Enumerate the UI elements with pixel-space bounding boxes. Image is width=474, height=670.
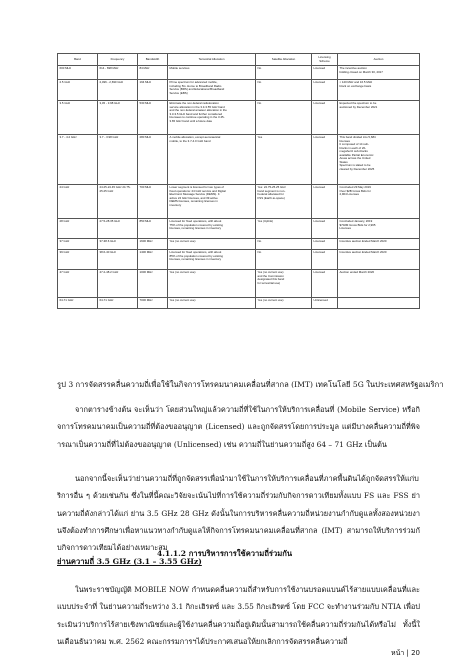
cell-frequency: 27.5-28.35 GHz [98, 219, 138, 239]
table-row [58, 66, 420, 80]
cell-auction [338, 66, 420, 80]
cell-terrestrial [168, 239, 256, 250]
cell-terrestrial-line: 3.3-3.5 GHz band and further considered [169, 111, 223, 116]
cell-satellite-line: Yes: 24.75-25.25 GHz [257, 185, 286, 189]
cell-licensing: Licensed [312, 80, 338, 101]
cell-bandwidth: 530 MHz [138, 101, 168, 135]
header-terrestrial: Terrestrial Allocation [168, 54, 256, 66]
cell-band: 24 GHz [58, 185, 98, 219]
table-row [58, 250, 420, 270]
cell-auction-line: This band divided into 5,684 [339, 135, 376, 139]
table-row [58, 270, 420, 298]
cell-terrestrial-line: Service (EBS) [169, 90, 188, 95]
table-row [58, 80, 420, 101]
cell-bandwidth: 850 MHz [138, 219, 168, 239]
cell-terrestrial-line: Prime spectrum for advanced mobile, [169, 80, 218, 84]
cell-terrestrial-line: service allocation in the 3.3-3.55 GHz band [169, 104, 225, 109]
cell-licensing: Licensed [312, 185, 338, 219]
header-auction: Auction [338, 54, 420, 66]
cell-frequency: 64-71 GHz [98, 298, 138, 309]
cell-terrestrial [168, 66, 256, 80]
cell-frequency: 38.6-40 GHz [98, 250, 138, 270]
cell-frequency: 24.25-24.45 GHz 24.75-25.25 GHz [98, 185, 138, 219]
cell-licensing: Unlicensed [312, 298, 338, 309]
cell-terrestrial-line: licenses, remaining licenses in inventory [169, 257, 222, 261]
cell-bandwidth: 280 MHz [138, 135, 168, 185]
cell-auction-line: blocks in each of 20- [339, 145, 367, 150]
cell-licensing: Licensed [312, 239, 338, 250]
table-row [58, 101, 420, 135]
cell-auction-line: Concluded January, 2019 [339, 219, 373, 223]
cell-terrestrial-line: and the non-federal amateur allocation in the [169, 108, 227, 112]
cell-auction-line: Expected the spectrum to be [339, 101, 377, 105]
table-header-row [58, 54, 420, 66]
cell-satellite [256, 185, 312, 219]
cell-terrestrial-line: Yes (no current use) [169, 239, 196, 243]
cell-satellite-line: Yes (no current use) [257, 298, 284, 302]
cell-terrestrial [168, 250, 256, 270]
cell-auction-line: auctioned by December 2021 [339, 104, 378, 109]
cell-licensing: Licensed [312, 101, 338, 135]
cell-bandwidth: 7000 MHz [138, 298, 168, 309]
header-bandwidth: Bandwidth [138, 54, 168, 66]
cell-auction-line: States [339, 159, 348, 164]
cell-licensing: Licensed [312, 250, 338, 270]
spectrum-table [57, 53, 420, 309]
cell-terrestrial [168, 270, 256, 298]
cell-satellite [256, 219, 312, 239]
cell-bandwidth: 700 MHz [138, 185, 168, 219]
cell-auction-line: It composed of 14 sub- [339, 142, 369, 146]
cell-terrestrial-line: Service (BRS) and Educational Broadband [169, 87, 225, 91]
header-satellite: Satellite Allocation [256, 54, 312, 66]
cell-terrestrial-line: active 24 GHz licenses, and 39 active [169, 195, 218, 200]
table-row [58, 219, 420, 239]
cell-auction-line: $702M Gross Bids for 2,965 [339, 222, 376, 227]
cell-auction [338, 185, 420, 219]
cell-terrestrial [168, 185, 256, 219]
table-body [58, 66, 420, 309]
cell-auction-line: Auction ended March 2020 [339, 270, 375, 274]
cell-terrestrial [168, 298, 256, 309]
page-number: หน้า | 20 [390, 649, 420, 657]
cell-satellite [256, 250, 312, 270]
cell-auction-line: licenses [339, 138, 350, 143]
cell-terrestrial [168, 80, 256, 101]
cell-terrestrial-line: fixed operations: 24 GHz service and Digital [169, 188, 226, 193]
table-row [58, 298, 420, 309]
cell-satellite-line: Federal allocated for [257, 192, 284, 196]
cell-terrestrial-line: 85% of the population covered by existing [169, 253, 224, 258]
cell-satellite-line: No [257, 250, 262, 254]
cell-band: 2.5 GHz [58, 80, 98, 101]
cell-band: 64-71 GHz [58, 298, 98, 309]
cell-terrestrial [168, 135, 256, 185]
cell-satellite [256, 66, 312, 80]
cell-satellite-line: Yes (Uplink) [257, 219, 273, 223]
cell-satellite-line: and the Commission [257, 273, 284, 278]
cell-auction [338, 270, 420, 298]
cell-terrestrial-line: A mobile allocation, except aeronautical [169, 135, 221, 139]
cell-auction-line: Incentive auction Ended March 2020 [339, 239, 387, 243]
cell-satellite-line: FSS (Earth-to-space) [257, 195, 285, 200]
paragraph-2: นอกจากนี้จะเห็นว่าย่านความถี่ที่ถูกจัดสรรเพื่อนำมาใช้ในการให้บริการเคลื่อนที่ภาคพื้นดินได้ถูกจัดสรรให้แก่บริการอื่น ๆ ด้วยเช่นกัน ซึ่งในที่นี้คณะวิจัยจะเน้นไปที่การใช้ความถี่ร่วมกับกิจการดาวเทียมทั้งแบบ FS และ FSS ย่านความถี่ดังกล่าวได้แก่ ย่าน 3.5 GHz 28 GHz ดังนั้นในการบริหารคลื่นความถี่หน่วยงานกำกับดูแลทั้งสองหน่วยงานจึงต้องทำการศึกษาเพื่อหาแนวทางกำกับดูแลให้กิจการโทรคมนาคมเคลื่อนที่สากล (IMT) สามารถให้บริการร่วมกับกิจการดาวเทียมได้อย่างเหมาะสม [57, 474, 420, 553]
cell-terrestrial-line: Licensed for fixed operations, with about [169, 219, 222, 223]
cell-satellite-line: No [257, 239, 262, 243]
cell-satellite-line: No [257, 101, 262, 105]
cell-auction [338, 250, 420, 270]
cell-satellite [256, 135, 312, 185]
cell-satellite-line: Yes [257, 135, 263, 139]
cell-terrestrial-line: Electronic Message Service (DEMS). It [169, 192, 220, 196]
cell-terrestrial-line: Licensed for fixed operations, with about [169, 250, 222, 254]
cell-band: 39 GHz [58, 250, 98, 270]
subheading-3-5ghz: ย่านความถี่ 3.5 GHz (3.1 – 3.55 GHz) [57, 557, 202, 566]
cell-terrestrial [168, 101, 256, 135]
cell-terrestrial-line: including 5G. Home to Broadband Radio [169, 83, 222, 88]
cell-satellite-line: for terrestrial use) [257, 280, 281, 285]
cell-terrestrial-line: DEMS licenses, remaining licenses in [169, 199, 218, 203]
cell-auction-line: ≈ 120 MHz and 16.5 MHz [339, 80, 373, 84]
cell-terrestrial-line: Mobile services [169, 66, 190, 70]
cell-frequency: 3.7 - 3.98 GHz [98, 135, 138, 185]
cell-satellite [256, 270, 312, 298]
cell-auction-line: available Partial Economic [339, 152, 374, 157]
cell-auction [338, 239, 420, 250]
cell-auction-line: Incentive auction Ended March 2020 [339, 250, 387, 254]
cell-band: 3.7 - 4.2 GHz [58, 135, 98, 185]
cell-terrestrial-line: licensees to continue operating in the 3.45- [169, 115, 225, 119]
cell-bandwidth: 84 MHz [138, 66, 168, 80]
section-heading: 4.1.1.2 การบริหารการใช้ความถี่ร่วมกัน [157, 549, 293, 558]
cell-auction [338, 80, 420, 101]
cell-terrestrial-line: 75% of the population covered by existing [169, 222, 224, 227]
cell-terrestrial-line: mobile, to the 3.7-4.0 GHz band [169, 138, 211, 143]
cell-terrestrial-line: Eliminate the non-federal radiolocation [169, 101, 219, 105]
cell-terrestrial-line: Lower segment is licensed for two types of [169, 185, 224, 189]
table-row [58, 185, 420, 219]
cell-frequency: 614 - 698 MHz [98, 66, 138, 80]
cell-band: 600 MHz [58, 66, 98, 80]
paragraph-3: ในพระราชบัญญัติ MOBILE NOW กำหนดคลื่นความถี่สำหรับการใช้งานบรอดแบนด์ไร้สายแบบเคลื่อนที่และแบบประจำที่ ในย่านความถี่ระหว่าง 3.1 กิกะเฮิรตซ์ และ 3.55 กิกะเฮิรตซ์ โดย FCC จะทำงานร่วมกับ NTIA เพื่อประเมินว่าบริการไร้สายเชิงพาณิชย์และผู้ใช้งานคลื่นความถี่อยู่เดิมนั้นสามารถใช้คลื่นความถี่ร่วมกันได้หรือไม่ ทั้งนี้ในเดือนธันวาคม พ.ศ. 2562 คณะกรรมการฯได้ประกาศเสนอให้ยกเลิกการจัดสรรคลื่นความถี่ [57, 585, 420, 646]
cell-auction-line: megahertz sub-blocks [339, 149, 368, 153]
cell-band: 28 GHz [58, 219, 98, 239]
cell-auction [338, 101, 420, 135]
cell-auction-line: bidding closed on March 30, 2017 [339, 69, 383, 74]
cell-licensing: Licensed [312, 66, 338, 80]
cell-satellite [256, 80, 312, 101]
table-row [58, 239, 420, 250]
cell-auction [338, 135, 420, 185]
cell-terrestrial [168, 219, 256, 239]
table-row [58, 135, 420, 185]
cell-auction-line: 2,904 Licenses [339, 192, 359, 196]
cell-bandwidth: 194 MHz [138, 80, 168, 101]
cell-satellite-line: designated this band [257, 277, 285, 281]
cell-auction-line: cleared by December 2025 [339, 166, 375, 171]
cell-auction-line: Licenses [339, 226, 351, 230]
cell-auction [338, 219, 420, 239]
cell-satellite [256, 239, 312, 250]
cell-satellite-line: band segment is non- [257, 188, 286, 193]
cell-terrestrial-line: inventory [169, 202, 182, 207]
cell-auction-line: Areas across the United [339, 156, 371, 160]
header-licensing: Licensing Scheme [312, 54, 338, 66]
cell-bandwidth: 1000 MHz [138, 270, 168, 298]
cell-auction-line: Concluded 29 May 2019 [339, 185, 371, 189]
cell-satellite [256, 298, 312, 309]
cell-frequency: 3,45 - 3.98 GHz [98, 101, 138, 135]
cell-licensing: Licensed [312, 135, 338, 185]
cell-satellite-line: Yes (no current use) [257, 270, 284, 274]
figure-caption: รูป 3 การจัดสรรคลื่นความถี่เพื่อใช้ในกิจการโทรคมนาคมเคลื่อนที่สากล (IMT) เทคโนโลยี 5G ในประเทศสหรัฐอเมริกา [57, 380, 444, 389]
cell-frequency: 47.2-48.2 GHz [98, 270, 138, 298]
cell-bandwidth: 1400 MHz [138, 250, 168, 270]
cell-terrestrial-line: licenses, remaining licenses in inventory [169, 226, 222, 230]
cell-frequency: 2,496 - 2,690 GHz [98, 80, 138, 101]
cell-auction [338, 298, 420, 309]
cell-auction-line: Spectrum is slated to be [339, 163, 371, 167]
header-band: Band [58, 54, 98, 66]
header-frequency: Frequency [98, 54, 138, 66]
cell-auction-line: block on exchange basis [339, 83, 372, 88]
cell-band: 3.5 GHz [58, 101, 98, 135]
cell-satellite-line: No [257, 66, 262, 70]
cell-auction-line: Over $2B Gross Bids for [339, 188, 371, 193]
paragraph-1: จากตารางข้างต้น จะเห็นว่า โดยส่วนใหญ่แล้วความถี่ที่ใช้ในการให้บริการเคลื่อนที่ (Mobile Service) หรือกิจการโทรคมนาคมเป็นความถี่ที่ต้องขออนุญาต (Licensed) และถูกจัดสรรโดยการประมูล แต่มีบางคลื่นความถี่ที่พิจารณาเป็นความถี่ที่ไม่ต้องขออนุญาต (Unlicensed) เช่น ความถี่ในย่านความถี่สูง 64 – 71 GHz เป็นต้น [57, 405, 420, 449]
cell-auction-line: The incentive auction [339, 66, 367, 70]
cell-satellite [256, 101, 312, 135]
cell-licensing: Licensed [312, 270, 338, 298]
cell-band: 47 GHz [58, 270, 98, 298]
cell-satellite-line: No [257, 80, 262, 84]
cell-terrestrial-line: Yes (no current use) [169, 270, 196, 274]
cell-frequency: 37-38.6 GHz [98, 239, 138, 250]
cell-terrestrial-line: 3.65 GHz band until a future date [169, 118, 213, 123]
cell-bandwidth: 1600 MHz [138, 239, 168, 250]
cell-licensing: Licensed [312, 219, 338, 239]
cell-terrestrial-line: Yes (no current use) [169, 298, 196, 302]
cell-band: 37 GHz [58, 239, 98, 250]
